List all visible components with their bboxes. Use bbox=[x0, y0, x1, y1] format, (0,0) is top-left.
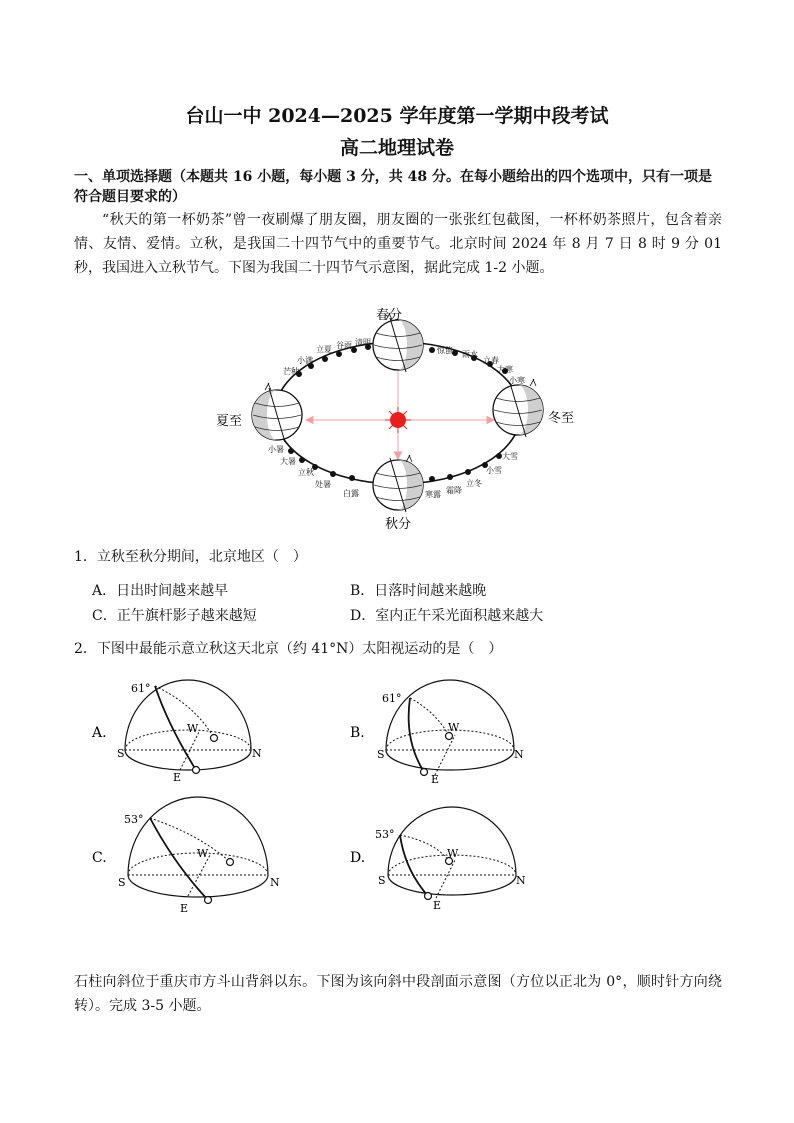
term-xiaohan: 小寒 bbox=[509, 376, 525, 385]
term-shuangjiang: 霜降 bbox=[446, 486, 462, 495]
diagram-b-e: E bbox=[431, 773, 440, 786]
diagram-c-w: W bbox=[197, 847, 209, 860]
diagram-b-s: S bbox=[377, 748, 385, 761]
sun-path-diagram-d bbox=[343, 795, 543, 920]
term-yushui: 雨水 bbox=[462, 350, 478, 359]
question-2-stem: 2．下图中最能示意立秋这天北京（约 41°N）太阳视运动的是（ ） bbox=[74, 641, 503, 657]
term-xiaoshu: 小暑 bbox=[268, 445, 284, 454]
term-dashu: 大暑 bbox=[280, 457, 296, 466]
label-autumn: 秋分 bbox=[385, 517, 412, 532]
diagram-b-letter: B. bbox=[350, 725, 365, 741]
diagram-a-n: N bbox=[252, 747, 262, 760]
term-daxue: 大雪 bbox=[502, 452, 518, 461]
term-lixia: 立夏 bbox=[316, 345, 332, 354]
diagram-c-e: E bbox=[180, 902, 189, 915]
diagram-c-s: S bbox=[118, 876, 126, 889]
term-xiaoman: 小满 bbox=[297, 356, 313, 365]
diagram-a-letter: A. bbox=[92, 725, 107, 741]
axis-lines bbox=[306, 359, 494, 459]
diagram-d-s: S bbox=[378, 874, 386, 887]
sun-path-diagram-b bbox=[343, 672, 543, 792]
term-mangzhong: 芒种 bbox=[283, 367, 299, 376]
sun-path-diagram-a bbox=[85, 672, 285, 792]
question-1-option-a: A．日出时间越来越早 bbox=[92, 583, 229, 599]
diagram-d-letter: D. bbox=[350, 850, 366, 866]
diagram-b-angle: 61° bbox=[382, 692, 402, 705]
diagram-a-e: E bbox=[173, 771, 182, 784]
diagram-a-w: W bbox=[187, 722, 199, 735]
question-1-option-b: B．日落时间越来越晚 bbox=[350, 583, 487, 599]
sun-icon bbox=[385, 407, 411, 433]
exam-subtitle: 高二地理试卷 bbox=[339, 137, 454, 159]
term-bailu: 白露 bbox=[343, 489, 359, 498]
term-hanlu: 寒露 bbox=[425, 490, 441, 499]
diagram-d-n: N bbox=[516, 874, 526, 887]
exam-title: 台山一中 2024—2025 学年度第一学期中段考试 bbox=[185, 105, 609, 127]
earth-autumn bbox=[373, 455, 423, 512]
term-xiaoxue: 小雪 bbox=[486, 466, 502, 475]
label-spring: 春分 bbox=[376, 308, 403, 323]
solar-terms-figure bbox=[216, 300, 580, 540]
question-1-stem: 1．立秋至秋分期间，北京地区（ ） bbox=[74, 549, 307, 565]
term-qingming: 清明 bbox=[355, 338, 371, 347]
label-summer: 夏至 bbox=[216, 414, 243, 429]
sun-path-diagram-c bbox=[85, 795, 290, 920]
passage-1: “秋天的第一杯奶茶”曾一夜刷爆了朋友圈，朋友圈的一张张红包截图，一杯杯奶茶照片，包含着亲情、友情、爱情。立秋，是我国二十四节气中的重要节气。北京时间 2024 年 8 月 7 日 8 时 9 分 01 秒，我国进入立秋节气。下图为我国二十四节气示意图，据此完成 1-2 小题。 bbox=[74, 212, 722, 276]
diagram-c-angle: 53° bbox=[124, 813, 144, 826]
term-lichun: 立春 bbox=[483, 356, 499, 365]
term-chushu: 处暑 bbox=[315, 480, 331, 489]
diagram-a-angle: 61° bbox=[131, 682, 151, 695]
earth-summer bbox=[252, 383, 302, 442]
diagram-d-e: E bbox=[433, 899, 442, 912]
diagram-c-n: N bbox=[270, 876, 280, 889]
diagram-b-w: W bbox=[448, 721, 460, 734]
section-heading: 一、单项选择题（本题共 16 小题，每小题 3 分，共 48 分。在每小题给出的四个选项中，只有一项是符合题目要求的） bbox=[74, 169, 712, 205]
term-guyu: 谷雨 bbox=[336, 341, 352, 350]
question-1-option-d: D．室内正午采光面积越来越大 bbox=[350, 608, 544, 624]
diagram-c-letter: C. bbox=[92, 850, 107, 866]
label-winter: 冬至 bbox=[548, 411, 575, 426]
term-liqiu: 立秋 bbox=[298, 468, 314, 477]
term-jingzhe: 惊蛰 bbox=[437, 346, 453, 355]
diagram-d-w: W bbox=[447, 847, 459, 860]
diagram-d-angle: 53° bbox=[375, 828, 395, 841]
diagram-b-n: N bbox=[514, 748, 524, 761]
earth-winter bbox=[493, 379, 543, 437]
question-1-option-c: C．正午旗杆影子越来越短 bbox=[92, 608, 257, 624]
term-lidong: 立冬 bbox=[466, 479, 482, 488]
term-dahan: 大寒 bbox=[497, 365, 513, 374]
passage-2: 石柱向斜位于重庆市方斗山背斜以东。下图为该向斜中段剖面示意图（方位以正北为 0°，顺时针方向绕转）。完成 3-5 小题。 bbox=[74, 974, 722, 1014]
diagram-a-s: S bbox=[117, 747, 125, 760]
